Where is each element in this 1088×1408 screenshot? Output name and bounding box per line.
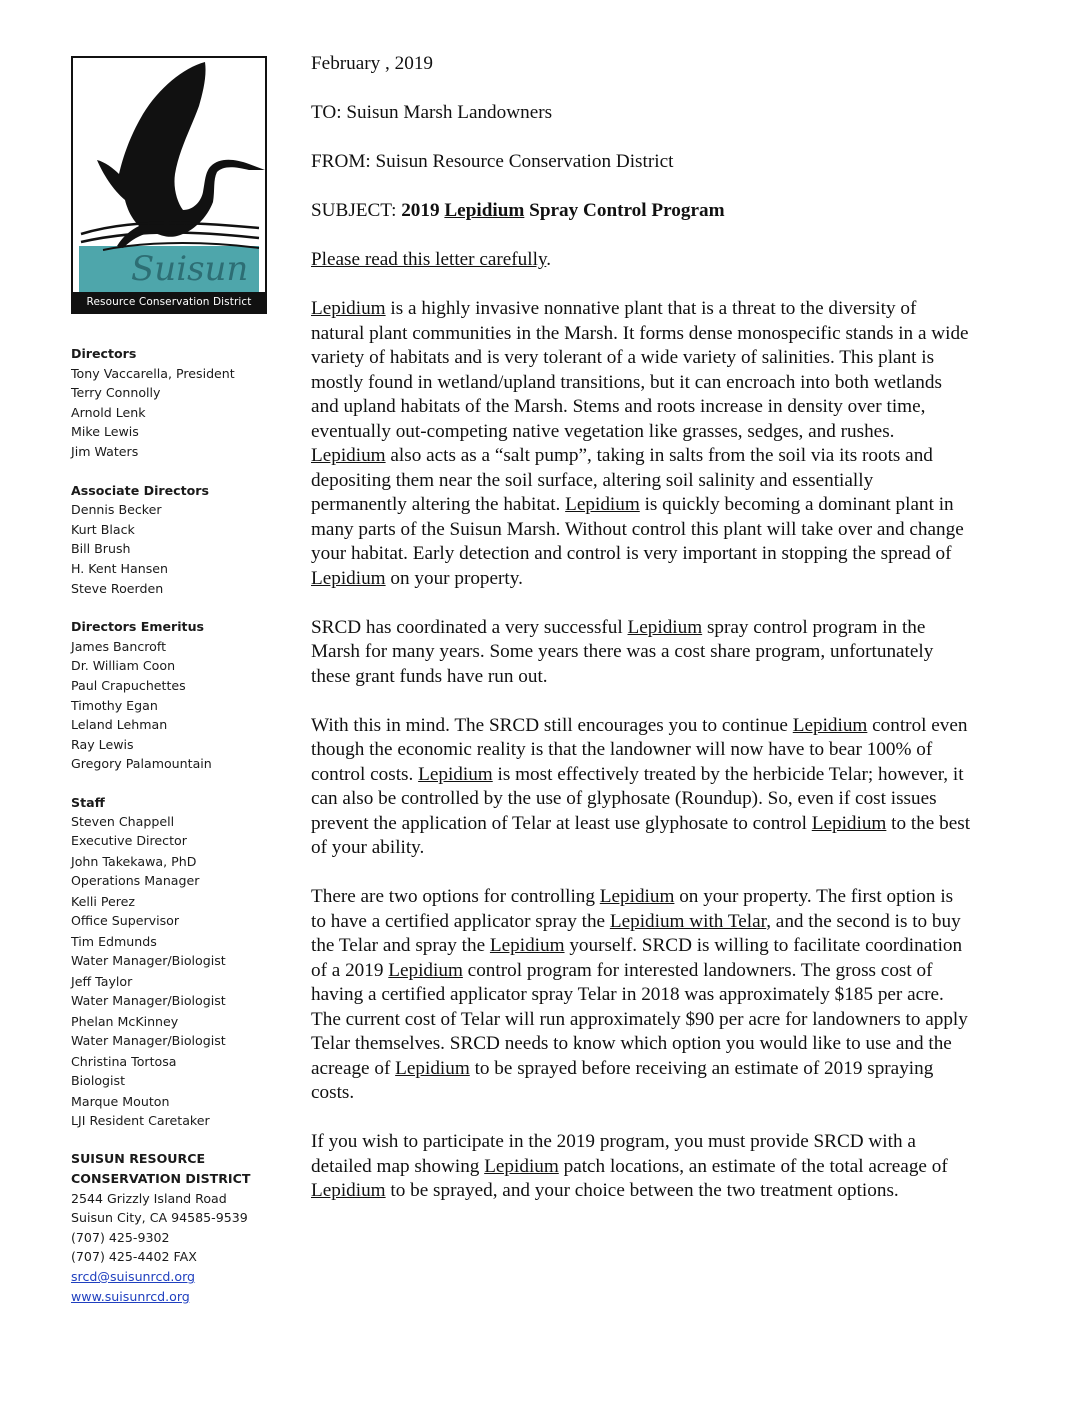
associate-director-name: Kurt Black [71,521,135,537]
paragraph-text: is a highly invasive nonnative plant that is a threat to the diversity of natural plant communities in the Marsh. It forms dense monospecific stands in a wide variety of habitats and is very tolerant of a wide variety of salinities. This plant is mostly found in wetland/upland transitions, but it can encroach into both wetlands and upland habitats of the Marsh. Stems and roots increase in density over time, eventually out-competing native vegetation like grasses, sedges, and rushes. [311,298,969,442]
directors-heading: Directors [71,346,137,361]
paragraph-text: is quickly becoming a dominant plant in many parts of the Suisun Marsh. Without control this plant will take over and change your habitat. Early detection and control is very important in stopping the spread of [311,494,964,564]
lepidium-term: Lepidium [484,1155,559,1177]
paragraph-text: is most effectively treated by the herbicide Telar; however, it can also be controlled by the use of glyphosate (Roundup). So, even if cost issues prevent the application of Telar at least use glyphosate to control [311,763,964,834]
letter-to: TO: Suisun Marsh Landowners [311,102,553,123]
staff-member [71,892,286,930]
lepidium-term: Lepidium [627,616,703,638]
paragraph-text: With this in mind. The SRCD still encourages you to continue [311,714,793,736]
website-link[interactable]: www.suisunrcd.org [71,1288,190,1304]
paragraph-text: on your property. [385,567,523,589]
staff-name: Steven Chappell [71,814,175,830]
staff-member [71,1092,286,1130]
paragraph-text: spray control program in the Marsh for many years. Some years there was a cost share program, unfortunately these grant funds have run out. [311,616,934,687]
notice-period: . [546,249,552,270]
letter-from: FROM: Suisun Resource Conservation District [311,151,674,172]
paragraph-text: There are two options for controlling [311,886,600,907]
subject-pre: 2019 [401,200,445,221]
body-paragraph [311,885,971,1106]
paragraph-text: yourself. SRCD is willing to facilitate coordination of a 2019 [311,935,963,981]
emeritus-name: Paul Crapuchettes [71,677,186,693]
staff-member [71,1012,286,1050]
staff-name: Tim Edmunds [71,934,157,950]
staff-title: Executive Director [71,833,187,849]
lepidium-term: Lepidium [311,1180,386,1201]
associate-director-name: Dennis Becker [71,502,162,518]
director-name: Terry Connolly [71,385,161,401]
staff-member [71,932,286,970]
paragraph-text: control even though the economic reality is that the landowner will now have to bear 100% of control costs. [311,714,968,785]
lepidium-term: Lepidium [418,763,493,785]
email-link[interactable]: srcd@suisunrcd.org [71,1269,196,1285]
body-paragraph [311,1130,971,1204]
staff-name: Christina Tortosa [71,1054,177,1070]
body-paragraph [311,616,971,690]
associate-director-name: Bill Brush [71,541,131,557]
subject-lepidium: Lepidium [444,200,525,221]
paragraph-text: , and the second is to buy the Telar and spray the [311,910,961,956]
contact-section [71,1149,286,1306]
associate-director-name: Steve Roerden [71,580,164,596]
org-name-line1: SUISUN RESOURCE [71,1151,206,1167]
lepidium-term: Lepidium [311,567,386,589]
director-name: Tony Vaccarella, President [71,365,235,381]
letter-date: February , 2019 [311,53,434,74]
emeritus-name: Timothy Egan [71,697,158,713]
subject-post: Spray Control Program [524,200,725,221]
paragraph-text: SRCD has coordinated a very successful [311,616,628,638]
staff-member [71,812,286,850]
suisun-wordmark: Suisun [131,249,249,289]
city-state-zip: Suisun City, CA 94585-9539 [71,1210,248,1226]
paragraph-text: to the best of your ability. [311,812,971,858]
staff-title: Water Manager/Biologist [71,1033,226,1049]
directors-section [71,344,286,462]
directors-emeritus-section [71,617,286,774]
paragraph-text: to be sprayed before receiving an estimate of 2019 spraying costs. [311,1057,934,1103]
lepidium-term: Lepidium [388,959,463,981]
letter-subject [311,199,971,224]
sidebar [71,344,286,1325]
director-name: Arnold Lenk [71,404,146,420]
paragraph-text: patch locations, an estimate of the total acreage of [558,1155,948,1177]
paragraph-text: If you wish to participate in the 2019 program, you must provide SRCD with a detailed map showing [311,1131,916,1177]
staff-name: Jeff Taylor [71,974,133,990]
street-address: 2544 Grizzly Island Road [71,1190,227,1206]
associate-director-name: H. Kent Hansen [71,560,169,576]
paragraph-text: control program for interested landowners. The gross cost of having a certified applicator spray Telar in 2018 was approximately $185 per acre. The current cost of Telar will run approximately $90 per acre for landowners to apply Telar themselves. SRCD needs to know which option you would like to use and the acreage of [311,959,968,1079]
director-name: Jim Waters [71,443,139,459]
paragraph-text: to be sprayed, and your choice between the two treatment options. [385,1180,899,1201]
staff-name: Marque Mouton [71,1094,170,1110]
fax-number: (707) 425-4402 FAX [71,1249,197,1265]
staff-title: Water Manager/Biologist [71,953,226,969]
emeritus-name: Ray Lewis [71,736,134,752]
paragraph-text: on your property. The first option is to have a certified applicator spray the [311,886,954,932]
notice-text: Please read this letter carefully [311,249,547,270]
lepidium-term: Lepidium [311,445,386,466]
staff-name: Kelli Perez [71,894,136,910]
staff-title: Biologist [71,1073,126,1089]
emeritus-name: Leland Lehman [71,717,168,733]
staff-member [71,1052,286,1090]
directors-emeritus-heading: Directors Emeritus [71,619,205,635]
suisun-rcd-logo [71,56,267,314]
staff-section [71,793,286,1131]
staff-title: Operations Manager [71,873,200,889]
lepidium-term: Lepidium [311,298,386,319]
emeritus-name: James Bancroft [71,638,167,654]
director-name: Mike Lewis [71,424,139,440]
letter-body [311,52,971,1228]
subject-label: SUBJECT: [311,200,402,221]
heron-icon [97,62,265,248]
body-paragraph [311,714,971,861]
phone-number: (707) 425-9302 [71,1229,170,1245]
paragraph-text: also acts as a “salt pump”, taking in salts from the soil via its roots and depositing them near the soil surface, altering soil salinity and essentially permanently altering the habitat. [311,445,933,515]
staff-member [71,972,286,1010]
staff-title: LJI Resident Caretaker [71,1113,210,1129]
staff-name: John Takekawa, PhD [71,854,197,870]
associate-directors-heading: Associate Directors [71,482,209,498]
staff-heading: Staff [71,794,105,810]
heron-logo-graphic [73,58,265,292]
emeritus-name: Dr. William Coon [71,658,176,674]
letter-paragraphs [311,297,971,1204]
body-paragraph [311,297,971,591]
lepidium-term: Lepidium [599,886,675,907]
staff-member [71,852,286,890]
lepidium-term: Lepidium with Telar [609,910,767,932]
lepidium-term: Lepidium [565,494,640,515]
lepidium-term: Lepidium [395,1057,470,1079]
staff-title: Water Manager/Biologist [71,993,226,1009]
lepidium-term: Lepidium [792,714,868,736]
emeritus-name: Gregory Palamountain [71,756,212,772]
read-carefully-notice [311,248,971,273]
associate-directors-section [71,481,286,599]
staff-title: Office Supervisor [71,913,180,929]
lepidium-term: Lepidium [811,812,887,834]
org-name-line2: CONSERVATION DISTRICT [71,1171,251,1187]
staff-name: Phelan McKinney [71,1014,179,1030]
lepidium-term: Lepidium [489,935,565,956]
logo-caption: Resource Conservation District [73,292,265,312]
